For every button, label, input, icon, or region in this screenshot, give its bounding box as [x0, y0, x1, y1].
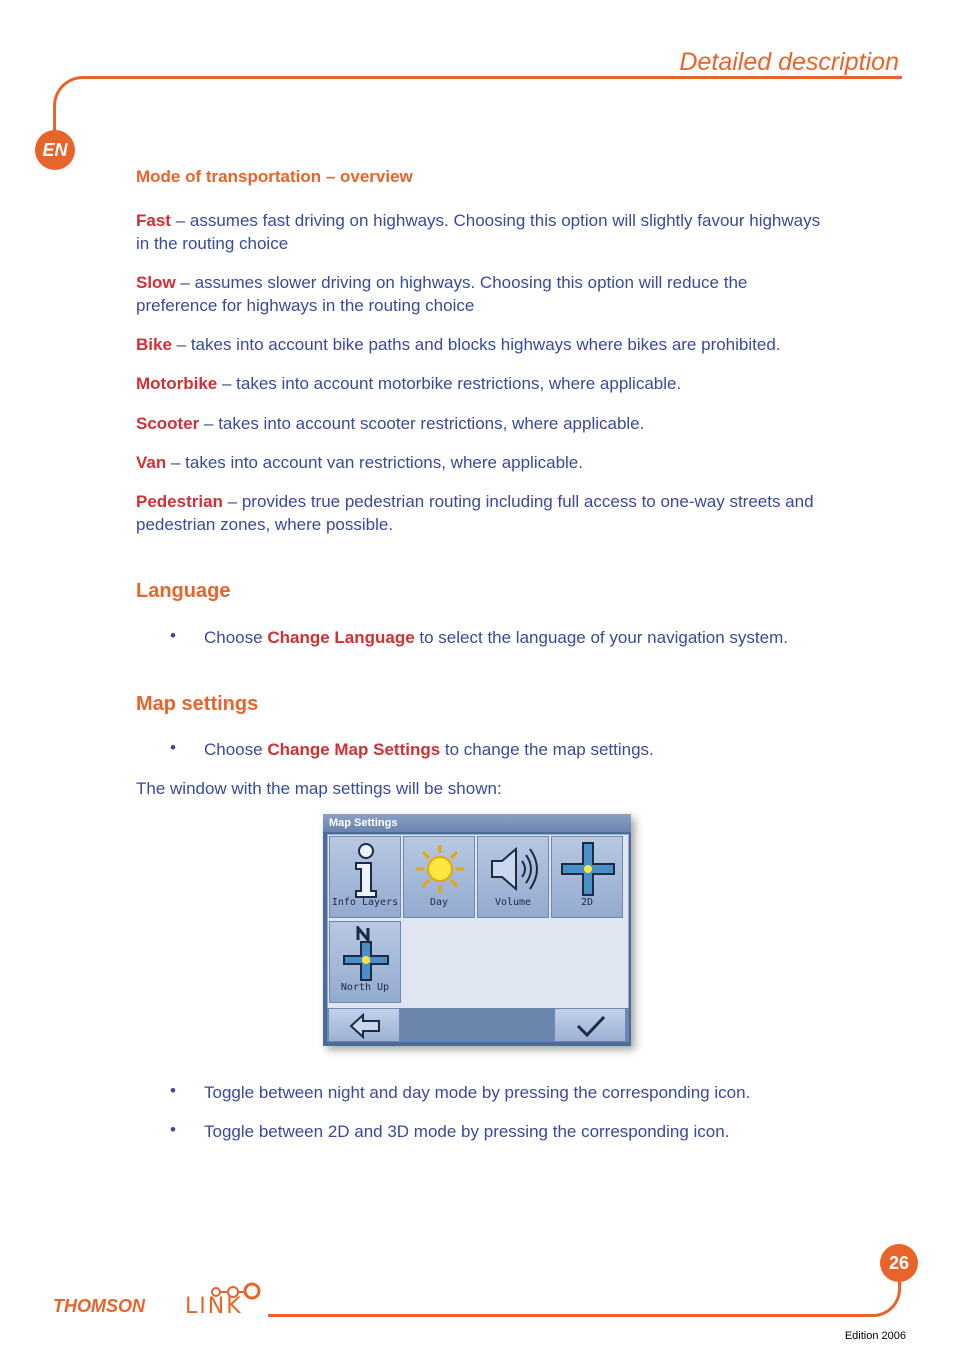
- term: Motorbike: [136, 374, 218, 393]
- logo-text-link: LINK: [185, 1294, 243, 1319]
- compass-north-icon: [338, 926, 394, 986]
- device-title: Map Settings: [323, 814, 631, 832]
- term-description: – provides true pedestrian routing including full access to one-way streets and pedestrian zones, where possible.: [136, 492, 814, 534]
- transport-item-van: [136, 451, 826, 474]
- confirm-button[interactable]: [554, 1008, 626, 1042]
- 2d-button[interactable]: [551, 836, 623, 918]
- north-up-button[interactable]: [329, 921, 401, 1003]
- volume-button[interactable]: [477, 836, 549, 918]
- tile-label: Info Layers: [331, 897, 399, 908]
- bullet-dot: •: [170, 738, 176, 757]
- transport-item-pedestrian: [136, 490, 826, 536]
- tile-label: Day: [429, 897, 449, 908]
- term: Van: [136, 453, 167, 472]
- bullet-dot: •: [170, 1120, 176, 1139]
- transport-item-slow: [136, 271, 826, 317]
- back-arrow-icon: [349, 1013, 381, 1039]
- term-description: – takes into account van restrictions, where applicable.: [166, 453, 583, 472]
- bullet-suffix: to select the language of your navigation system.: [414, 628, 788, 647]
- logo-text-thomson: THOMSON: [53, 1296, 145, 1316]
- bullet-dot: •: [170, 1081, 176, 1100]
- info-layers-button[interactable]: [329, 836, 401, 918]
- section-heading-map-settings: Map settings: [136, 693, 259, 715]
- tile-label: 2D: [580, 897, 594, 908]
- language-bullet: [204, 626, 844, 649]
- device-panel: [327, 834, 629, 1020]
- term: Fast: [136, 211, 171, 230]
- edition-text: Edition 2006: [844, 1330, 906, 1342]
- term: Slow: [136, 273, 176, 292]
- device-bottom-bar: [327, 1008, 629, 1042]
- language-badge: EN: [35, 130, 75, 170]
- transport-item-fast: [136, 209, 826, 255]
- tile-label: Volume: [494, 897, 532, 908]
- day-night-bullet: Toggle between night and day mode by pressing the corresponding icon.: [204, 1083, 751, 1102]
- day-button[interactable]: [403, 836, 475, 918]
- term-description: – takes into account scooter restrictions, where applicable.: [199, 414, 645, 433]
- bullet-prefix: Choose: [204, 628, 268, 647]
- thomson-link-logo: [53, 1282, 268, 1322]
- info-icon: [338, 841, 394, 901]
- back-button[interactable]: [328, 1008, 400, 1042]
- term-description: – assumes slower driving on highways. Choosing this option will reduce the preference for highways in the routing choice: [136, 273, 748, 315]
- bullet-suffix: to change the map settings.: [440, 740, 654, 759]
- transport-item-scooter: [136, 412, 826, 435]
- transport-item-bike: [136, 333, 826, 356]
- sun-icon: [412, 841, 468, 901]
- 2d-3d-bullet: Toggle between 2D and 3D mode by pressing the corresponding icon.: [204, 1122, 730, 1141]
- speaker-icon: [486, 841, 542, 901]
- bullet-dot: •: [170, 626, 176, 645]
- map-settings-intro: The window with the map settings will be shown:: [136, 779, 502, 798]
- cross-icon: [560, 841, 616, 901]
- section-heading-language: Language: [136, 580, 231, 602]
- map-settings-bullet: [204, 738, 844, 761]
- term: Scooter: [136, 414, 200, 433]
- map-settings-screenshot: [323, 814, 631, 1046]
- term: Pedestrian: [136, 492, 223, 511]
- transport-item-motorbike: [136, 372, 826, 395]
- checkmark-icon: [575, 1013, 607, 1039]
- section-heading-transport: Mode of transportation – overview: [136, 167, 413, 186]
- term-description: – takes into account motorbike restrictions, where applicable.: [217, 374, 682, 393]
- term: Bike: [136, 335, 172, 354]
- term: Change Language: [267, 628, 415, 647]
- tile-label: North Up: [340, 982, 390, 993]
- footer-frame-line: [268, 1268, 901, 1317]
- page-title: Detailed description: [679, 48, 899, 76]
- term-description: – takes into account bike paths and blocks highways where bikes are prohibited.: [171, 335, 781, 354]
- header-frame-line: [53, 76, 902, 149]
- term: Change Map Settings: [267, 740, 441, 759]
- bullet-prefix: Choose: [204, 740, 268, 759]
- term-description: – assumes fast driving on highways. Choosing this option will slightly favour highways in the routing choice: [136, 211, 821, 253]
- page-number: 26: [880, 1244, 918, 1282]
